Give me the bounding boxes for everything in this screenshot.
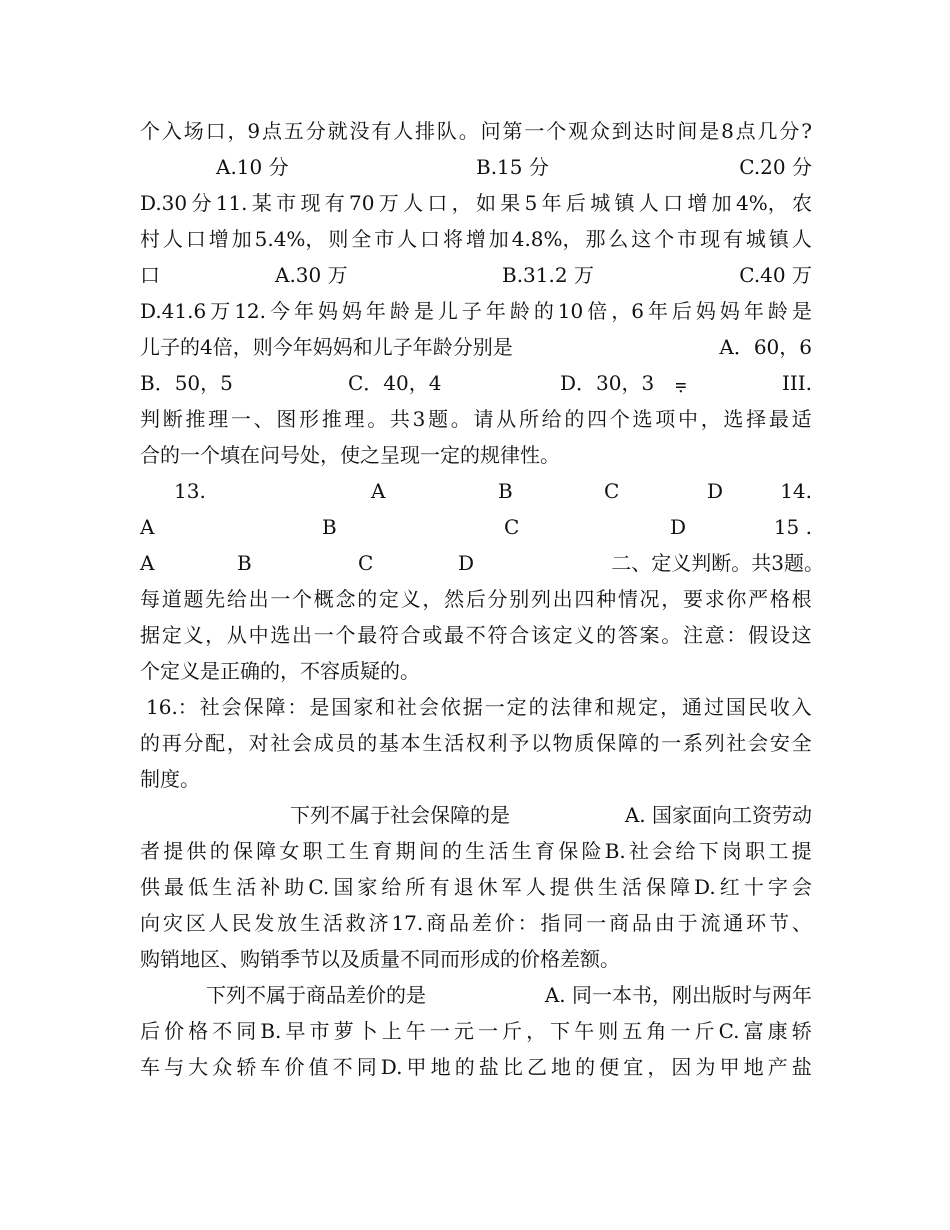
question-prompt: 下列不属于社会保障的是 (290, 803, 510, 827)
option-a: A (140, 551, 155, 575)
question-number: 14. (780, 479, 812, 503)
options-line (140, 257, 812, 293)
text-line: 16.： 社 会 保 障 ： 是 国 家 和 社 会 依 据 一 定 的 法 律 和 规 定 ， 通 过 国 民 收 入 (146, 695, 812, 719)
options-line (140, 509, 812, 545)
option-b: B (237, 551, 252, 575)
text-fragment: 儿子的4倍，则今年妈妈和儿子年龄分别是 (140, 335, 513, 359)
option-a: A. 国家面向工资劳动 (624, 803, 812, 827)
text-line: 个 入 场 口 ，9 点 五 分 就 没 有 人 排 队 。 问 第 一 个 观 众 到 达 时 间 是 8 点 几 分 ? (140, 119, 812, 143)
section-heading: 二、定义判断。共3题。 (611, 551, 824, 575)
options-line (140, 473, 812, 509)
text-line: 后 价 格 不 同 B. 早 市 萝 卜 上 午 一 元 一 斤 ， 下 午 则 五 角 一 斤 C. 富 康 轿 (140, 1019, 812, 1043)
option-a: A (140, 515, 155, 539)
options-line (140, 545, 824, 581)
text-line: 村 人 口 增 加 5.4%， 则 全 市 人 口 将 增 加 4.8%， 那 么 这 个 市 现 有 城 镇 人 (140, 227, 812, 251)
text-line: 制度。 (140, 767, 200, 791)
option-b: B.15 分 (476, 155, 549, 179)
text-line: 供 最 低 生 活 补 助 C. 国 家 给 所 有 退 休 军 人 提 供 生 活 保 障 D. 红 十 字 会 (140, 875, 812, 899)
option-d: D (670, 515, 687, 539)
option-c: C.40 万 (739, 263, 812, 287)
options-line (140, 365, 812, 401)
option-d: D．30，3 (560, 371, 655, 395)
option-c: C．40，4 (348, 371, 442, 395)
text-fragment: 口 (140, 263, 160, 287)
option-c: C.20 分 (739, 155, 812, 179)
option-c: C (504, 515, 520, 539)
option-a: A.10 分 (216, 155, 289, 179)
text-line: 每 道 题 先 给 出 一 个 概 念 的 定 义 ， 然 后 分 别 列 出 四 种 情 况 ， 要 求 你 严 格 根 (140, 587, 812, 611)
symbol-mark: ⩦ (675, 371, 687, 395)
question-number: 15 . (773, 515, 812, 539)
text-line: 合的一个填在问号处，使之呈现一定的规律性。 (140, 443, 560, 467)
options-line (140, 149, 812, 185)
text-line: 据 定 义 ， 从 中 选 出 一 个 最 符 合 或 最 不 符 合 该 定 义 的 答 案 。 注 意 ： 假 设 这 (140, 623, 812, 647)
question-number: 13. (174, 479, 206, 503)
text-line: 个定义是正确的，不容质疑的。 (140, 659, 420, 683)
option-b: B.31.2 万 (502, 263, 594, 287)
option-a: A．60，6 (719, 335, 812, 359)
text-line: 购销地区、购销季节以及质量不同而形成的价格差额。 (140, 947, 620, 971)
text-line: D.30 分 11. 某 市 现 有 70 万 人 口 ， 如 果 5 年 后 城 镇 人 口 增 加 4%， 农 (140, 191, 812, 215)
option-a: A.30 万 (275, 263, 348, 287)
text-line: 者 提 供 的 保 障 女 职 工 生 育 期 间 的 生 活 生 育 保 险 B. 社 会 给 下 岗 职 工 提 (140, 839, 812, 863)
text-line: 向 灾 区 人 民 发 放 生 活 救 济 17. 商 品 差 价 ： 指 同 一 商 品 由 于 流 通 环 节 、 (140, 911, 812, 935)
option-b: B．50，5 (140, 371, 233, 395)
option-c: C (358, 551, 374, 575)
option-a: A. 同一本书，刚出版时与两年 (544, 983, 812, 1007)
question-prompt: 下列不属于商品差价的是 (206, 983, 426, 1007)
text-line: D.41.6 万 12. 今 年 妈 妈 年 龄 是 儿 子 年 龄 的 10 倍 ，6 年 后 妈 妈 年 龄 是 (140, 299, 812, 323)
options-line (140, 329, 812, 365)
option-b: B (322, 515, 337, 539)
option-c: C (604, 479, 620, 503)
text-line: 判 断 推 理 一 、 图 形 推 理 。 共 3 题 。 请 从 所 给 的 四 个 选 项 中 ， 选 择 最 适 (140, 407, 812, 431)
option-b: B (498, 479, 513, 503)
text-line: 的 再 分 配 ， 对 社 会 成 员 的 基 本 生 活 权 利 予 以 物 质 保 障 的 一 系 列 社 会 安 全 (140, 731, 812, 755)
options-line (140, 977, 812, 1013)
option-a: A (371, 479, 386, 503)
option-d: D (707, 479, 724, 503)
text-line: 车 与 大 众 轿 车 价 值 不 同 D. 甲 地 的 盐 比 乙 地 的 便 宜 ， 因 为 甲 地 产 盐 (140, 1055, 812, 1079)
option-d: D (458, 551, 475, 575)
options-line (140, 797, 812, 833)
section-number: III. (781, 371, 812, 395)
